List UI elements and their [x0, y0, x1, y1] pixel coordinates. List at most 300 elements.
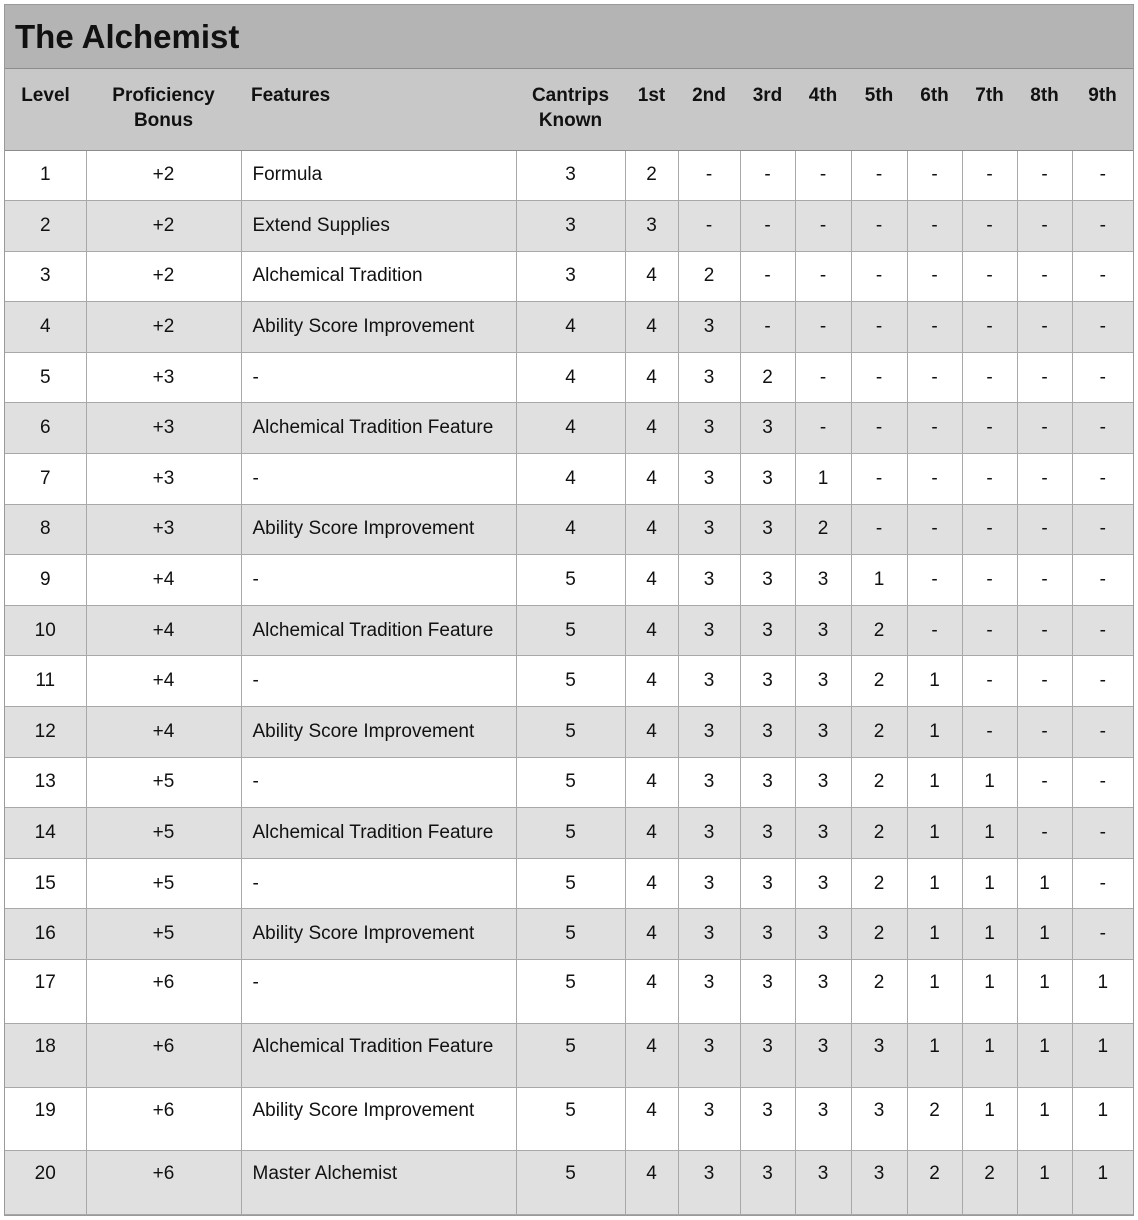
cell-cantrips-known: 5 — [516, 960, 625, 1024]
table-row — [5, 1151, 1133, 1215]
cell-slot-7th: - — [962, 302, 1017, 353]
cell-slot-3rd: 3 — [740, 403, 795, 454]
cell-slot-1st: 4 — [625, 960, 678, 1024]
cell-slot-6th: - — [907, 251, 962, 302]
header-row — [5, 69, 1133, 150]
cell-slot-2nd: 3 — [678, 403, 740, 454]
cell-slot-1st: 4 — [625, 454, 678, 505]
cell-slot-3rd: 3 — [740, 757, 795, 808]
cell-slot-7th: - — [962, 454, 1017, 505]
cell-slot-3rd: 3 — [740, 808, 795, 859]
cell-slot-3rd: 3 — [740, 454, 795, 505]
cell-cantrips-known: 4 — [516, 454, 625, 505]
cell-cantrips-known: 4 — [516, 504, 625, 555]
header-label: 3rd — [752, 85, 783, 106]
cell-slot-2nd: 3 — [678, 555, 740, 606]
cell-slot-6th: - — [907, 302, 962, 353]
cell-level: 11 — [5, 656, 86, 707]
table-row — [5, 251, 1133, 302]
cell-slot-2nd: 3 — [678, 352, 740, 403]
cell-slot-7th: 1 — [962, 909, 1017, 960]
cell-slot-3rd: 3 — [740, 909, 795, 960]
header-label: Features — [251, 85, 331, 106]
cell-slot-4th: - — [795, 201, 851, 252]
cell-slot-2nd: 2 — [678, 251, 740, 302]
header-slot-2nd — [678, 69, 740, 150]
cell-slot-5th: 3 — [851, 1151, 907, 1215]
table-row — [5, 707, 1133, 758]
header-label: 2nd — [692, 85, 726, 106]
cell-features: Ability Score Improvement — [241, 707, 516, 758]
cell-level: 6 — [5, 403, 86, 454]
cell-slot-2nd: - — [678, 150, 740, 201]
cell-level: 15 — [5, 858, 86, 909]
header-features — [241, 69, 516, 150]
cell-slot-7th: - — [962, 504, 1017, 555]
cell-slot-8th: - — [1017, 656, 1072, 707]
cell-slot-1st: 4 — [625, 1087, 678, 1151]
cell-slot-1st: 2 — [625, 150, 678, 201]
cell-slot-3rd: 2 — [740, 352, 795, 403]
cell-slot-8th: - — [1017, 808, 1072, 859]
cell-slot-9th: - — [1072, 504, 1133, 555]
cell-slot-5th: - — [851, 352, 907, 403]
cell-slot-8th: 1 — [1017, 909, 1072, 960]
cell-slot-7th: 1 — [962, 1087, 1017, 1151]
cell-proficiency-bonus: +6 — [86, 1087, 241, 1151]
table-row — [5, 757, 1133, 808]
cell-slot-4th: - — [795, 352, 851, 403]
cell-slot-9th: - — [1072, 302, 1133, 353]
cell-features: Alchemical Tradition — [241, 251, 516, 302]
cell-slot-8th: - — [1017, 302, 1072, 353]
cell-level: 4 — [5, 302, 86, 353]
cell-slot-2nd: 3 — [678, 707, 740, 758]
cell-slot-2nd: 3 — [678, 504, 740, 555]
table-row — [5, 150, 1133, 201]
cell-slot-8th: - — [1017, 454, 1072, 505]
table-row — [5, 656, 1133, 707]
cell-slot-8th: - — [1017, 201, 1072, 252]
cell-slot-6th: 1 — [907, 656, 962, 707]
cell-level: 3 — [5, 251, 86, 302]
table-row — [5, 1023, 1133, 1087]
cell-slot-7th: - — [962, 605, 1017, 656]
header-label: Proficiency — [112, 85, 215, 106]
cell-slot-4th: - — [795, 302, 851, 353]
cell-slot-3rd: 3 — [740, 1023, 795, 1087]
cell-slot-2nd: 3 — [678, 302, 740, 353]
cell-slot-8th: 1 — [1017, 1087, 1072, 1151]
cell-cantrips-known: 5 — [516, 909, 625, 960]
cell-slot-6th: 1 — [907, 909, 962, 960]
cell-slot-1st: 4 — [625, 1023, 678, 1087]
cell-slot-6th: 1 — [907, 1023, 962, 1087]
cell-slot-1st: 4 — [625, 757, 678, 808]
cell-slot-5th: 2 — [851, 757, 907, 808]
cell-slot-5th: - — [851, 201, 907, 252]
header-label: Level — [21, 85, 70, 106]
header-slot-7th — [962, 69, 1017, 150]
cell-slot-4th: - — [795, 403, 851, 454]
title-bar — [5, 5, 1133, 69]
cell-slot-7th: - — [962, 201, 1017, 252]
cell-slot-2nd: 3 — [678, 960, 740, 1024]
cell-level: 2 — [5, 201, 86, 252]
cell-slot-6th: 1 — [907, 707, 962, 758]
cell-slot-6th: - — [907, 150, 962, 201]
cell-slot-7th: - — [962, 555, 1017, 606]
cell-slot-3rd: 3 — [740, 1151, 795, 1215]
header-slot-6th — [907, 69, 962, 150]
cell-proficiency-bonus: +4 — [86, 707, 241, 758]
cell-level: 17 — [5, 960, 86, 1024]
cell-slot-4th: 3 — [795, 555, 851, 606]
cell-slot-7th: 1 — [962, 1023, 1017, 1087]
cell-slot-2nd: - — [678, 201, 740, 252]
cell-slot-4th: 3 — [795, 909, 851, 960]
cell-slot-6th: 1 — [907, 858, 962, 909]
cell-slot-5th: 3 — [851, 1087, 907, 1151]
cell-slot-1st: 4 — [625, 808, 678, 859]
cell-features: Alchemical Tradition Feature — [241, 605, 516, 656]
class-progression-table — [5, 69, 1133, 1215]
cell-slot-8th: - — [1017, 150, 1072, 201]
cell-slot-7th: 1 — [962, 960, 1017, 1024]
table-row — [5, 504, 1133, 555]
cell-slot-8th: - — [1017, 403, 1072, 454]
cell-slot-2nd: 3 — [678, 757, 740, 808]
table-row — [5, 1087, 1133, 1151]
cell-slot-9th: - — [1072, 555, 1133, 606]
cell-slot-1st: 4 — [625, 656, 678, 707]
cell-features: Master Alchemist — [241, 1151, 516, 1215]
table-row — [5, 605, 1133, 656]
cell-level: 7 — [5, 454, 86, 505]
cell-slot-4th: - — [795, 150, 851, 201]
cell-level: 9 — [5, 555, 86, 606]
cell-slot-8th: 1 — [1017, 1023, 1072, 1087]
cell-slot-4th: 3 — [795, 656, 851, 707]
cell-slot-3rd: 3 — [740, 960, 795, 1024]
cell-slot-7th: - — [962, 352, 1017, 403]
cell-features: - — [241, 555, 516, 606]
table-row — [5, 352, 1133, 403]
alchemist-table-card — [4, 4, 1134, 1216]
cell-level: 18 — [5, 1023, 86, 1087]
cell-level: 12 — [5, 707, 86, 758]
cell-features: Ability Score Improvement — [241, 909, 516, 960]
cell-cantrips-known: 5 — [516, 808, 625, 859]
cell-cantrips-known: 4 — [516, 302, 625, 353]
cell-slot-9th: - — [1072, 454, 1133, 505]
cell-proficiency-bonus: +5 — [86, 909, 241, 960]
cell-cantrips-known: 5 — [516, 1087, 625, 1151]
cell-proficiency-bonus: +3 — [86, 403, 241, 454]
cell-slot-5th: 2 — [851, 909, 907, 960]
header-label: 5th — [864, 85, 894, 106]
cell-proficiency-bonus: +3 — [86, 352, 241, 403]
cell-features: - — [241, 858, 516, 909]
cell-slot-4th: 2 — [795, 504, 851, 555]
cell-slot-3rd: - — [740, 150, 795, 201]
header-label: Cantrips — [531, 85, 610, 106]
cell-slot-9th: - — [1072, 757, 1133, 808]
cell-features: Ability Score Improvement — [241, 302, 516, 353]
cell-cantrips-known: 5 — [516, 555, 625, 606]
cell-slot-7th: - — [962, 656, 1017, 707]
cell-slot-5th: 2 — [851, 605, 907, 656]
cell-level: 20 — [5, 1151, 86, 1215]
table-row — [5, 960, 1133, 1024]
cell-slot-1st: 3 — [625, 201, 678, 252]
cell-slot-6th: - — [907, 454, 962, 505]
cell-slot-6th: - — [907, 352, 962, 403]
cell-features: - — [241, 757, 516, 808]
cell-proficiency-bonus: +3 — [86, 454, 241, 505]
header-label: 9th — [1088, 85, 1117, 106]
cell-cantrips-known: 5 — [516, 1023, 625, 1087]
header-slot-1st — [625, 69, 678, 150]
cell-slot-8th: 1 — [1017, 858, 1072, 909]
cell-slot-9th: - — [1072, 150, 1133, 201]
cell-slot-1st: 4 — [625, 707, 678, 758]
cell-proficiency-bonus: +6 — [86, 1023, 241, 1087]
cell-slot-6th: - — [907, 201, 962, 252]
cell-slot-5th: 2 — [851, 656, 907, 707]
cell-slot-6th: - — [907, 555, 962, 606]
cell-slot-3rd: - — [740, 201, 795, 252]
cell-proficiency-bonus: +6 — [86, 1151, 241, 1215]
cell-slot-1st: 4 — [625, 251, 678, 302]
cell-cantrips-known: 4 — [516, 352, 625, 403]
cell-slot-5th: 3 — [851, 1023, 907, 1087]
cell-slot-2nd: 3 — [678, 909, 740, 960]
cell-cantrips-known: 5 — [516, 757, 625, 808]
cell-proficiency-bonus: +5 — [86, 808, 241, 859]
cell-slot-7th: 1 — [962, 757, 1017, 808]
table-row — [5, 454, 1133, 505]
cell-slot-9th: - — [1072, 707, 1133, 758]
cell-slot-5th: 2 — [851, 707, 907, 758]
cell-features: Extend Supplies — [241, 201, 516, 252]
cell-slot-4th: 3 — [795, 858, 851, 909]
cell-slot-6th: - — [907, 504, 962, 555]
cell-features: - — [241, 656, 516, 707]
cell-slot-9th: - — [1072, 251, 1133, 302]
cell-features: Alchemical Tradition Feature — [241, 808, 516, 859]
cell-slot-8th: - — [1017, 605, 1072, 656]
cell-features: - — [241, 960, 516, 1024]
table-row — [5, 302, 1133, 353]
cell-slot-4th: 3 — [795, 960, 851, 1024]
cell-slot-5th: 2 — [851, 960, 907, 1024]
cell-slot-1st: 4 — [625, 858, 678, 909]
cell-slot-4th: 3 — [795, 605, 851, 656]
cell-slot-6th: 2 — [907, 1151, 962, 1215]
table-row — [5, 403, 1133, 454]
table-body — [5, 150, 1133, 1215]
header-label: Bonus — [133, 110, 194, 131]
table-row — [5, 909, 1133, 960]
header-level — [5, 69, 86, 150]
cell-slot-5th: - — [851, 403, 907, 454]
cell-slot-4th: 3 — [795, 1087, 851, 1151]
cell-slot-1st: 4 — [625, 1151, 678, 1215]
cell-slot-9th: - — [1072, 909, 1133, 960]
cell-slot-5th: - — [851, 302, 907, 353]
cell-proficiency-bonus: +4 — [86, 555, 241, 606]
cell-slot-6th: - — [907, 403, 962, 454]
cell-cantrips-known: 3 — [516, 251, 625, 302]
cell-slot-6th: 1 — [907, 808, 962, 859]
table-row — [5, 555, 1133, 606]
cell-cantrips-known: 5 — [516, 858, 625, 909]
cell-slot-2nd: 3 — [678, 808, 740, 859]
cell-slot-6th: 1 — [907, 757, 962, 808]
cell-proficiency-bonus: +2 — [86, 302, 241, 353]
cell-slot-7th: 1 — [962, 858, 1017, 909]
cell-slot-8th: - — [1017, 555, 1072, 606]
cell-slot-2nd: 3 — [678, 454, 740, 505]
cell-cantrips-known: 4 — [516, 403, 625, 454]
cell-slot-4th: 3 — [795, 1023, 851, 1087]
cell-level: 14 — [5, 808, 86, 859]
cell-slot-9th: - — [1072, 808, 1133, 859]
cell-slot-7th: - — [962, 403, 1017, 454]
cell-level: 19 — [5, 1087, 86, 1151]
cell-slot-3rd: - — [740, 302, 795, 353]
table-title: The Alchemist — [15, 17, 240, 55]
cell-slot-4th: - — [795, 251, 851, 302]
header-slot-5th — [851, 69, 907, 150]
cell-slot-4th: 3 — [795, 808, 851, 859]
cell-features: Formula — [241, 150, 516, 201]
cell-cantrips-known: 3 — [516, 201, 625, 252]
cell-features: Alchemical Tradition Feature — [241, 1023, 516, 1087]
cell-slot-8th: - — [1017, 504, 1072, 555]
cell-slot-9th: - — [1072, 201, 1133, 252]
header-label: 7th — [975, 85, 1004, 106]
cell-slot-2nd: 3 — [678, 656, 740, 707]
cell-slot-3rd: 3 — [740, 605, 795, 656]
cell-slot-5th: - — [851, 504, 907, 555]
cell-slot-5th: 1 — [851, 555, 907, 606]
cell-slot-9th: 1 — [1072, 1151, 1133, 1215]
cell-proficiency-bonus: +2 — [86, 150, 241, 201]
cell-slot-2nd: 3 — [678, 858, 740, 909]
cell-slot-1st: 4 — [625, 555, 678, 606]
cell-slot-2nd: 3 — [678, 605, 740, 656]
header-slot-9th — [1072, 69, 1133, 150]
cell-cantrips-known: 5 — [516, 656, 625, 707]
cell-slot-5th: 2 — [851, 858, 907, 909]
cell-slot-9th: - — [1072, 656, 1133, 707]
cell-slot-6th: - — [907, 605, 962, 656]
cell-slot-4th: 3 — [795, 757, 851, 808]
cell-level: 1 — [5, 150, 86, 201]
cell-slot-9th: - — [1072, 403, 1133, 454]
header-slot-3rd — [740, 69, 795, 150]
cell-slot-2nd: 3 — [678, 1023, 740, 1087]
cell-slot-3rd: 3 — [740, 504, 795, 555]
cell-slot-3rd: - — [740, 251, 795, 302]
cell-cantrips-known: 5 — [516, 707, 625, 758]
cell-slot-2nd: 3 — [678, 1151, 740, 1215]
cell-slot-6th: 2 — [907, 1087, 962, 1151]
cell-slot-9th: 1 — [1072, 1023, 1133, 1087]
cell-slot-8th: - — [1017, 707, 1072, 758]
cell-slot-7th: - — [962, 150, 1017, 201]
cell-slot-1st: 4 — [625, 605, 678, 656]
cell-slot-2nd: 3 — [678, 1087, 740, 1151]
cell-slot-5th: 2 — [851, 808, 907, 859]
cell-slot-9th: - — [1072, 605, 1133, 656]
cell-slot-7th: 2 — [962, 1151, 1017, 1215]
cell-level: 8 — [5, 504, 86, 555]
cell-slot-8th: 1 — [1017, 1151, 1072, 1215]
cell-slot-6th: 1 — [907, 960, 962, 1024]
cell-slot-1st: 4 — [625, 403, 678, 454]
header-label: 1st — [637, 85, 666, 106]
cell-slot-9th: - — [1072, 352, 1133, 403]
cell-level: 13 — [5, 757, 86, 808]
cell-features: Ability Score Improvement — [241, 504, 516, 555]
cell-features: - — [241, 454, 516, 505]
cell-slot-3rd: 3 — [740, 858, 795, 909]
header-label: 4th — [808, 85, 838, 106]
cell-proficiency-bonus: +2 — [86, 201, 241, 252]
table-row — [5, 808, 1133, 859]
cell-cantrips-known: 5 — [516, 1151, 625, 1215]
cell-slot-7th: - — [962, 251, 1017, 302]
cell-slot-3rd: 3 — [740, 555, 795, 606]
cell-slot-8th: - — [1017, 251, 1072, 302]
cell-features: Ability Score Improvement — [241, 1087, 516, 1151]
cell-features: - — [241, 352, 516, 403]
cell-slot-8th: 1 — [1017, 960, 1072, 1024]
cell-slot-1st: 4 — [625, 352, 678, 403]
cell-proficiency-bonus: +4 — [86, 656, 241, 707]
cell-proficiency-bonus: +5 — [86, 858, 241, 909]
header-label: 8th — [1030, 85, 1059, 106]
cell-slot-9th: 1 — [1072, 1087, 1133, 1151]
cell-slot-5th: - — [851, 454, 907, 505]
cell-slot-8th: - — [1017, 352, 1072, 403]
cell-slot-3rd: 3 — [740, 656, 795, 707]
cell-proficiency-bonus: +3 — [86, 504, 241, 555]
cell-slot-3rd: 3 — [740, 707, 795, 758]
cell-features: Alchemical Tradition Feature — [241, 403, 516, 454]
cell-proficiency-bonus: +6 — [86, 960, 241, 1024]
cell-slot-4th: 1 — [795, 454, 851, 505]
cell-slot-9th: - — [1072, 858, 1133, 909]
cell-level: 10 — [5, 605, 86, 656]
cell-slot-4th: 3 — [795, 1151, 851, 1215]
header-slot-4th — [795, 69, 851, 150]
cell-level: 16 — [5, 909, 86, 960]
cell-level: 5 — [5, 352, 86, 403]
cell-slot-5th: - — [851, 150, 907, 201]
cell-slot-4th: 3 — [795, 707, 851, 758]
table-row — [5, 858, 1133, 909]
header-cantrips-known — [516, 69, 625, 150]
cell-cantrips-known: 5 — [516, 605, 625, 656]
cell-slot-9th: 1 — [1072, 960, 1133, 1024]
cell-cantrips-known: 3 — [516, 150, 625, 201]
cell-slot-3rd: 3 — [740, 1087, 795, 1151]
header-label: 6th — [920, 85, 949, 106]
